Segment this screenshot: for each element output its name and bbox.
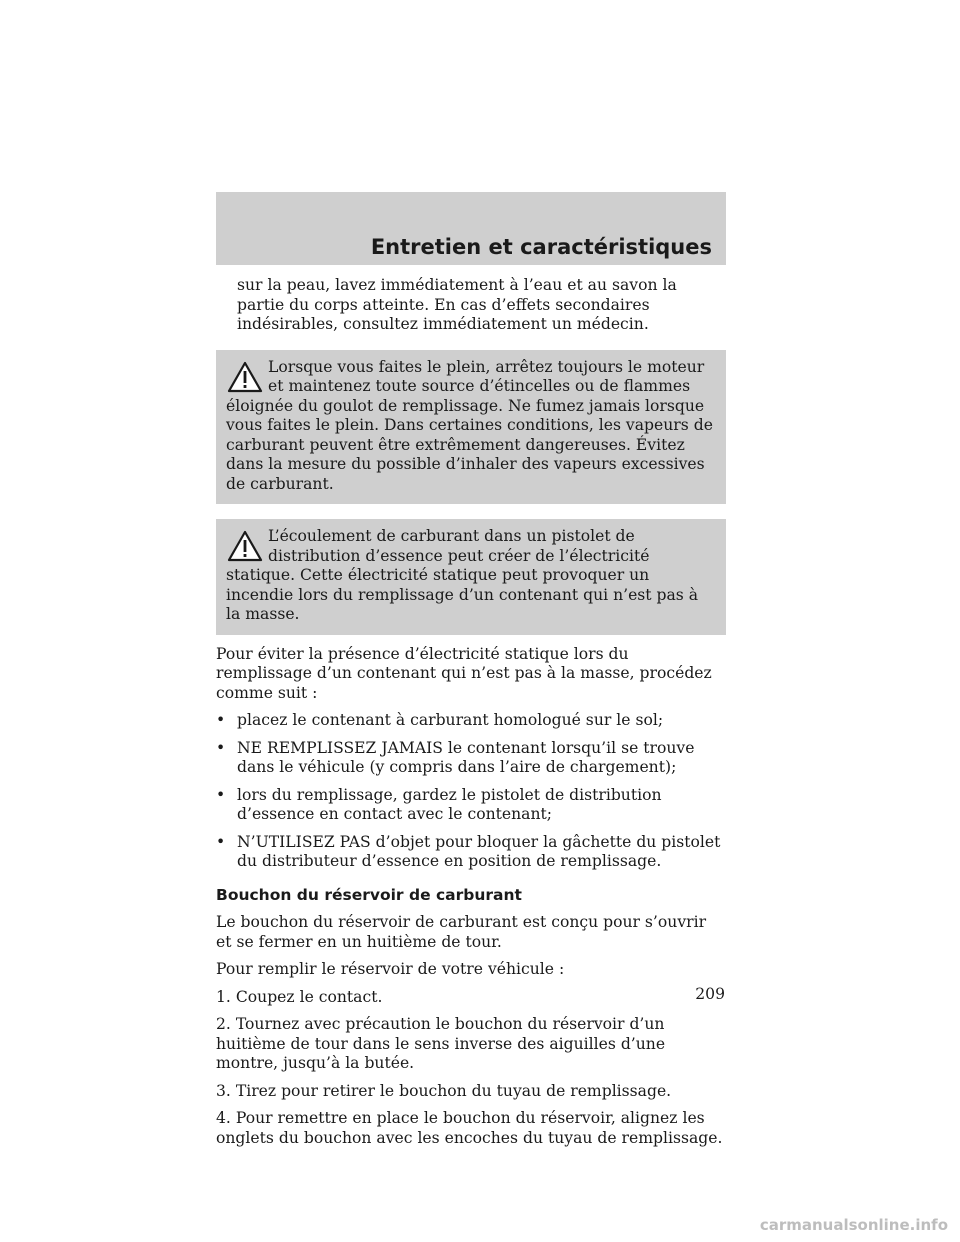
step-3: 3. Tirez pour retirer le bouchon du tuyau de remplissage. [216, 1081, 672, 1100]
step-1: 1. Coupez le contact. [216, 987, 383, 1006]
warning-triangle-icon [226, 360, 264, 394]
list-item [216, 833, 726, 872]
warning-rest-fueling: goulot de remplissage. Ne fumez jamais lorsque vous faites le plein. Dans certaines conditions, les vapeurs de carburant peuvent être extrêmement dangereuses. Évitez dans la mesure du possible d’inhaler des vapeurs excessives de carburant. [226, 396, 713, 493]
list-item-text: lors du remplissage, gardez le pistolet de distribution d’essence en contact avec le contenant; [237, 785, 662, 823]
list-item [216, 786, 726, 825]
section-paragraph-2: Pour remplir le réservoir de votre véhicule : [216, 960, 565, 978]
warning-triangle-icon [226, 529, 264, 563]
intro-paragraph: sur la peau, lavez immédiatement à l’eau et au savon la partie du corps atteinte. En cas d’effets secondaires indésirables, consultez immédiatement un médecin. [237, 276, 677, 333]
static-paragraph: Pour éviter la présence d’électricité statique lors du remplissage d’un contenant qui n’est pas à la masse, procédez comme suit : [216, 644, 712, 702]
bullet-icon: • [216, 785, 226, 804]
warning-lead-fueling: Lorsque vous faites le plein, arrêtez toujours le moteur et maintenez toute source d’étincelles ou de flammes éloignée du [226, 357, 705, 415]
main-content [216, 276, 726, 1148]
list-item [216, 739, 726, 778]
step-2: 2. Tournez avec précaution le bouchon du réservoir d’un huitième de tour dans le sens inverse des aiguilles d’une montre, jusqu’à la butée. [216, 1015, 666, 1072]
bullet-icon: • [216, 832, 226, 851]
step-4: 4. Pour remettre en place le bouchon du réservoir, alignez les onglets du bouchon avec les encoches du tuyau de remplissage. [216, 1109, 723, 1147]
list-item [216, 711, 726, 731]
list-item-text: NE REMPLISSEZ JAMAIS le contenant lorsqu’il se trouve dans le véhicule (y compris dans l’aire de chargement); [237, 738, 695, 776]
bullet-icon: • [216, 738, 226, 757]
precaution-list [216, 711, 726, 872]
bullet-icon: • [216, 711, 226, 729]
warning-rest-static: statique peut provoquer un incendie lors du remplissage d’un contenant qui n’est pas à la masse. [226, 566, 699, 623]
warning-lead-static: L’écoulement de carburant dans un pistolet de distribution d’essence peut créer de l’électricité statique. Cette électricité [226, 527, 650, 584]
warning-box-static [216, 519, 726, 635]
section-paragraph-1: Le bouchon du réservoir de carburant est conçu pour s’ouvrir et se fermer en un huitième de tour. [216, 913, 707, 951]
list-item-text: placez le contenant à carburant homologué sur le sol; [237, 711, 664, 729]
warning-box-fueling [216, 350, 726, 505]
warning-text-fueling [226, 358, 716, 495]
watermark: carmanualsonline.info [759, 1216, 948, 1234]
section-heading: Bouchon du réservoir de carburant [216, 885, 522, 904]
page-number: 209 [695, 985, 725, 1003]
warning-text-static [226, 527, 716, 625]
header-band [216, 192, 726, 265]
page-title: Entretien et caractéristiques [370, 235, 712, 259]
list-item-text: N’UTILISEZ PAS d’objet pour bloquer la gâchette du pistolet du distributeur d’essence en position de remplissage. [237, 832, 721, 870]
